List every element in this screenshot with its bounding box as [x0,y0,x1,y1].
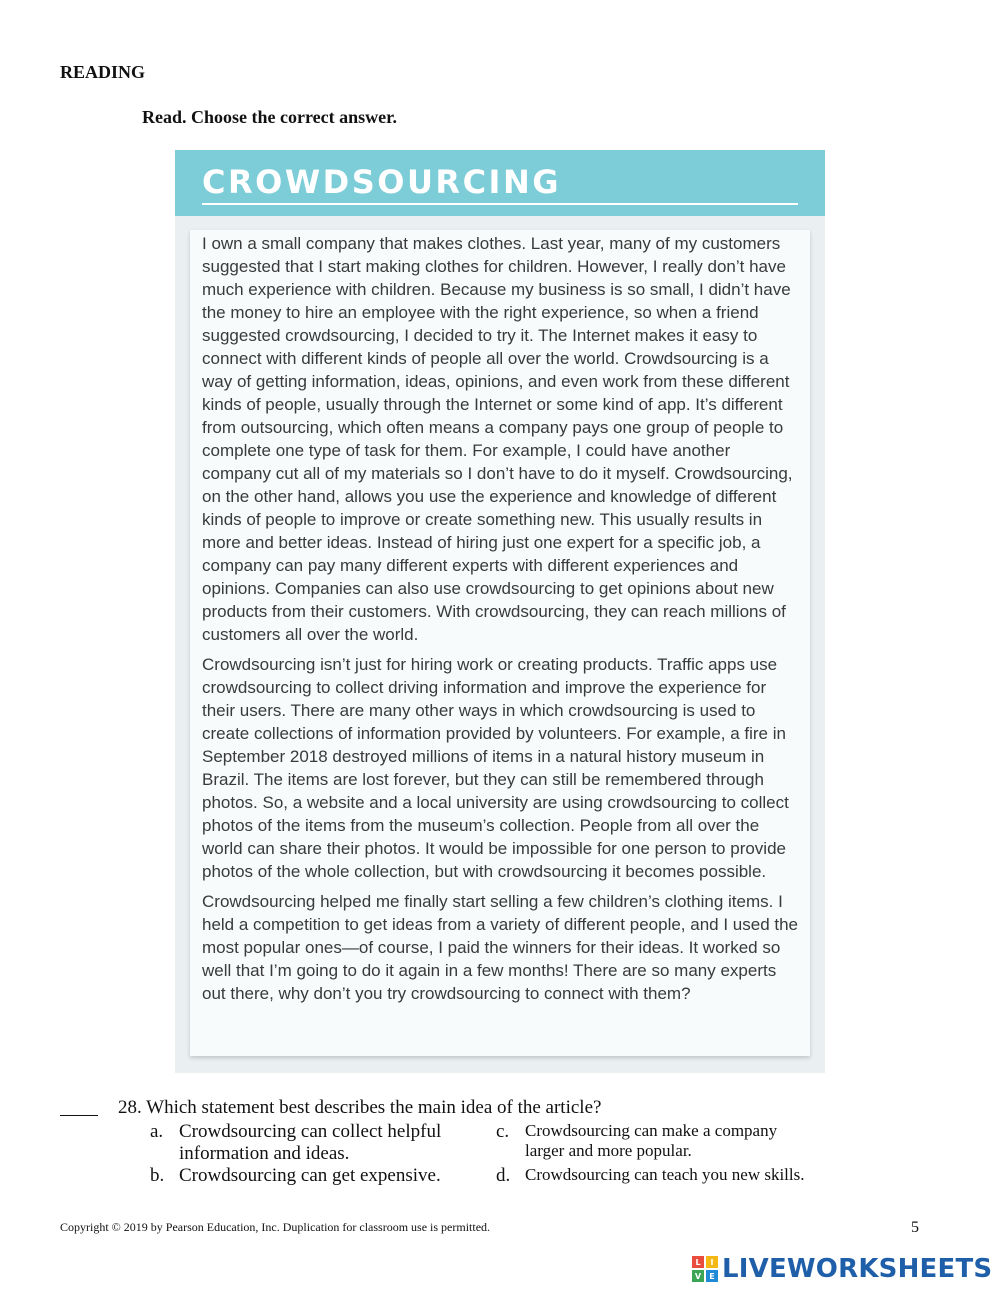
logo-cell-v: V [692,1270,704,1282]
option-d-letter: d. [496,1165,511,1186]
article-text [202,232,802,1012]
option-c-line-2: larger and more popular. [525,1141,692,1160]
liveworksheets-logo-text: LIVEWORKSHEETS [722,1254,993,1284]
article-title: CROWDSOURCING [202,163,561,201]
logo-cell-e: E [706,1270,718,1282]
article-card [190,230,810,1056]
article-paragraph-1: I own a small company that makes clothes. Last year, many of my customers suggested that I start making clothes for children. However, I really don’t have much experience with children. Because my business is so small, I didn’t have the money to hire an employee with the right experience, so when a friend suggested crowdsourcing, I decided to try it. The Internet makes it easy to connect with different kinds of people all over the world. Crowdsourcing is a way of getting information, ideas, opinions, and even work from these different kinds of people, usually through the Internet or some kind of app. It’s different from outsourcing, which often means a company pays one group of people to complete one type of task for them. For example, I could have another company cut all of my materials so I don’t have to do it myself. Crowdsourcing, on the other hand, allows you use the experience and knowledge of different kinds of people to improve or create something new. This usually results in more and better ideas. Instead of hiring just one expert for a specific job, a company can pay many different experts with different experiences and opinions. Companies can also use crowdsourcing to get opinions about new products from their customers. With crowdsourcing, they can reach millions of customers all over the world. [202,234,793,644]
option-a-letter: a. [150,1121,164,1142]
liveworksheets-logo-icon [692,1256,718,1282]
option-c-line-1: Crowdsourcing can make a company [525,1121,778,1140]
title-rule [202,203,798,205]
instruction: Read. Choose the correct answer. [142,107,397,127]
option-b-line-1: Crowdsourcing can get expensive. [179,1165,441,1186]
logo-cell-i: I [706,1256,718,1268]
liveworksheets-logo [692,1253,992,1285]
question-text: 28. Which statement best describes the main idea of the article? [118,1097,602,1118]
page-number: 5 [911,1219,919,1236]
option-d-line-1: Crowdsourcing can teach you new skills. [525,1165,805,1184]
option-a-line-1: Crowdsourcing can collect helpful [179,1121,442,1142]
copyright-notice: Copyright © 2019 by Pearson Education, Inc. Duplication for classroom use is permitted. [60,1220,491,1234]
option-c-letter: c. [496,1121,510,1142]
answer-blank[interactable] [60,1115,98,1116]
option-b-letter: b. [150,1165,165,1186]
option-a-line-2: information and ideas. [179,1143,350,1164]
article-paragraph-3: Crowdsourcing helped me finally start selling a few children’s clothing items. I held a competition to get ideas from a variety of different people, and I used the most popular ones—of course, I paid the winners for their ideas. It worked so well that I’m going to do it again in a few months! There are so many experts out there, why don’t you try crowdsourcing to connect with them? [202,892,799,1003]
section-label: READING [60,62,146,82]
article-box [175,150,825,1073]
article-paragraph-2: Crowdsourcing isn’t just for hiring work or creating products. Traffic apps use crowdsourcing to collect driving information and improve the experience for their users. There are many other ways in which crowdsourcing is used to create collections of information provided by volunteers. For example, a fire in September 2018 destroyed millions of items in a natural history museum in Brazil. The items are lost forever, but they can still be remembered through photos. So, a website and a local university are using crowdsourcing to collect photos of the items from the museum’s collection. People from all over the world can share their photos. It would be impossible for one person to provide photos of the whole collection, but with crowdsourcing it becomes possible. [202,655,789,881]
article-header [175,150,825,216]
logo-cell-l: L [692,1256,704,1268]
